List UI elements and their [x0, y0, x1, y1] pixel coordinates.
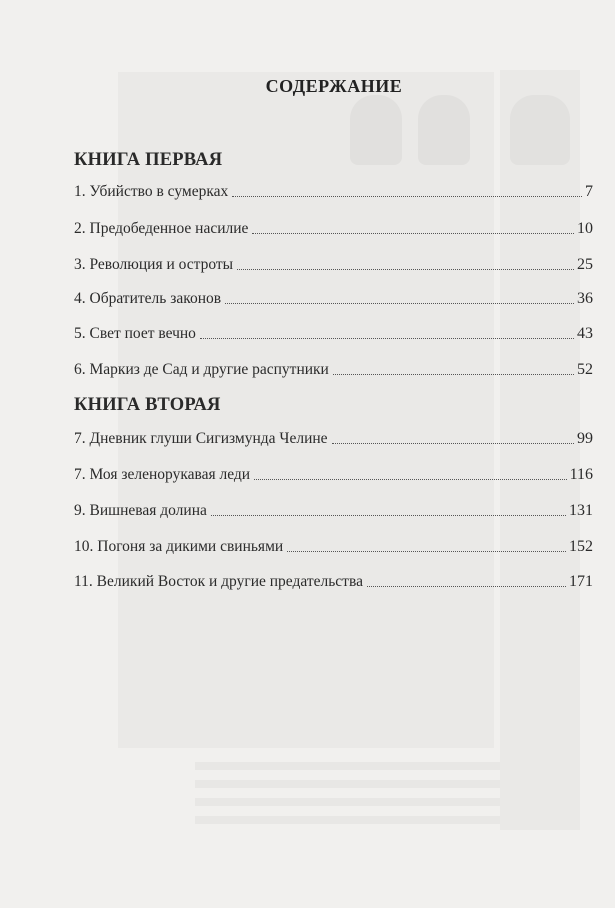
toc-entry-title: 7. Дневник глуши Сигизмунда Челине [74, 430, 328, 447]
toc-entry-page: 7 [585, 183, 593, 200]
toc-entry-title: 6. Маркиз де Сад и другие распутники [74, 361, 329, 378]
dot-leader [367, 585, 566, 587]
dot-leader [225, 302, 574, 304]
dot-leader [254, 478, 567, 480]
toc-entry[interactable] [74, 466, 593, 484]
toc-entry-title: 2. Предобеденное насилие [74, 220, 249, 237]
toc-entry-title: 11. Великий Восток и другие предательства [74, 573, 363, 590]
toc-entry-title: 9. Вишневая долина [74, 502, 207, 519]
toc-entry[interactable] [74, 220, 593, 238]
dot-leader [333, 373, 574, 375]
toc-entry[interactable] [74, 361, 593, 379]
toc-entry-title: 1. Убийство в сумерках [74, 183, 229, 200]
toc-entry-page: 10 [577, 220, 593, 237]
dot-leader [200, 337, 574, 339]
toc-entry-page: 152 [569, 538, 593, 555]
section-heading-book-two: КНИГА ВТОРАЯ [74, 395, 221, 415]
toc-entry-page: 43 [577, 325, 593, 342]
dot-leader [287, 550, 566, 552]
toc-entry-page: 116 [569, 466, 593, 483]
toc-entry-page: 99 [577, 430, 593, 447]
dot-leader [211, 514, 566, 516]
toc-entry-page: 52 [577, 361, 593, 378]
toc-entry[interactable] [74, 573, 593, 591]
toc-entry[interactable] [74, 183, 593, 201]
toc-entry[interactable] [74, 290, 593, 308]
toc-entry[interactable] [74, 502, 593, 520]
section-heading-book-one: КНИГА ПЕРВАЯ [74, 150, 223, 170]
toc-entry[interactable] [74, 538, 593, 556]
toc-entry-page: 131 [569, 502, 593, 519]
toc-entry-title: 5. Свет поет вечно [74, 325, 196, 342]
dot-leader [237, 268, 574, 270]
toc-entry-title: 10. Погоня за дикими свиньями [74, 538, 284, 555]
toc-entry-page: 36 [577, 290, 593, 307]
dot-leader [332, 442, 574, 444]
dot-leader [252, 232, 574, 234]
toc-entry-page: 25 [577, 256, 593, 273]
toc-entry-title: 7. Моя зеленорукавая леди [74, 466, 251, 483]
table-of-contents [74, 0, 594, 908]
toc-entry[interactable] [74, 256, 593, 274]
toc-entry[interactable] [74, 430, 593, 448]
dot-leader [232, 195, 582, 197]
toc-entry[interactable] [74, 325, 593, 343]
toc-entry-title: 4. Обратитель законов [74, 290, 222, 307]
page-title: СОДЕРЖАНИЕ [265, 76, 403, 96]
toc-entry-title: 3. Революция и остроты [74, 256, 234, 273]
toc-entry-page: 171 [569, 573, 593, 590]
